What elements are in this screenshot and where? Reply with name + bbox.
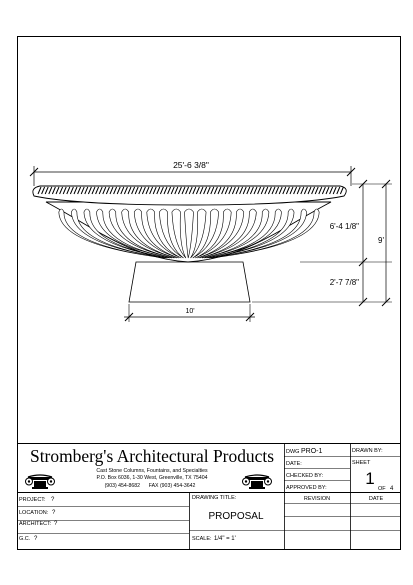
dwg-value: PRO-1 bbox=[301, 448, 323, 455]
company-address: P.O. Box 6036, 1-30 West, Greenville, TX 75404 bbox=[96, 475, 208, 481]
revision-header: REVISION bbox=[303, 496, 331, 502]
ionic-capital-logo-right bbox=[243, 475, 272, 489]
fountain-drawing bbox=[30, 160, 392, 322]
architect-label: ARCHITECT: bbox=[19, 521, 52, 527]
approved-by-label: APPROVED BY: bbox=[286, 485, 327, 491]
sheet-label: SHEET bbox=[352, 460, 371, 466]
date-label: DATE: bbox=[286, 461, 302, 467]
gc-value: ? bbox=[34, 536, 38, 542]
drawn-by-label: DRAWN BY: bbox=[352, 448, 383, 454]
drawing-title-label: DRAWING TITLE: bbox=[192, 495, 237, 501]
overall-width-dimension bbox=[30, 160, 355, 186]
project-value: ? bbox=[51, 497, 55, 503]
drawing-title-value: PROPOSAL bbox=[208, 511, 264, 522]
bowl-flutes bbox=[59, 209, 319, 258]
pedestal bbox=[129, 262, 250, 302]
company-name: Stromberg's Architectural Products bbox=[30, 446, 275, 466]
sheet-total: 4 bbox=[390, 486, 394, 492]
location-label: LOCATION: bbox=[19, 510, 49, 516]
base-width-dimension bbox=[124, 304, 255, 322]
dwg-label: DWG bbox=[286, 449, 300, 455]
ionic-capital-logo-left bbox=[26, 475, 55, 489]
company-phone-fax: (903) 454-8682 FAX (903) 454-3642 bbox=[104, 483, 196, 489]
checked-by-label: CHECKED BY: bbox=[286, 473, 323, 479]
company-tagline: Cast Stone Columns, Fountains, and Specialties bbox=[96, 468, 208, 474]
pedestal-height-label: 2'-7 7/8" bbox=[329, 278, 359, 287]
total-height-label: 9' bbox=[378, 236, 384, 245]
bowl-height-label: 6'-4 1/8" bbox=[329, 222, 359, 231]
location-value: ? bbox=[52, 510, 56, 516]
sheet-of-label: OF bbox=[378, 486, 386, 492]
scale-label: SCALE: bbox=[192, 536, 212, 542]
scale-value: 1/4" = 1' bbox=[214, 536, 236, 542]
revision-date-header: DATE bbox=[368, 496, 384, 502]
sheet-number: 1 bbox=[365, 469, 375, 488]
base-width-label: 10' bbox=[185, 308, 195, 315]
architect-value: ? bbox=[54, 521, 58, 527]
overall-width-label: 25'-6 3/8" bbox=[173, 160, 209, 170]
project-label: PROJECT: bbox=[19, 497, 46, 503]
gc-label: G.C. bbox=[19, 536, 31, 542]
